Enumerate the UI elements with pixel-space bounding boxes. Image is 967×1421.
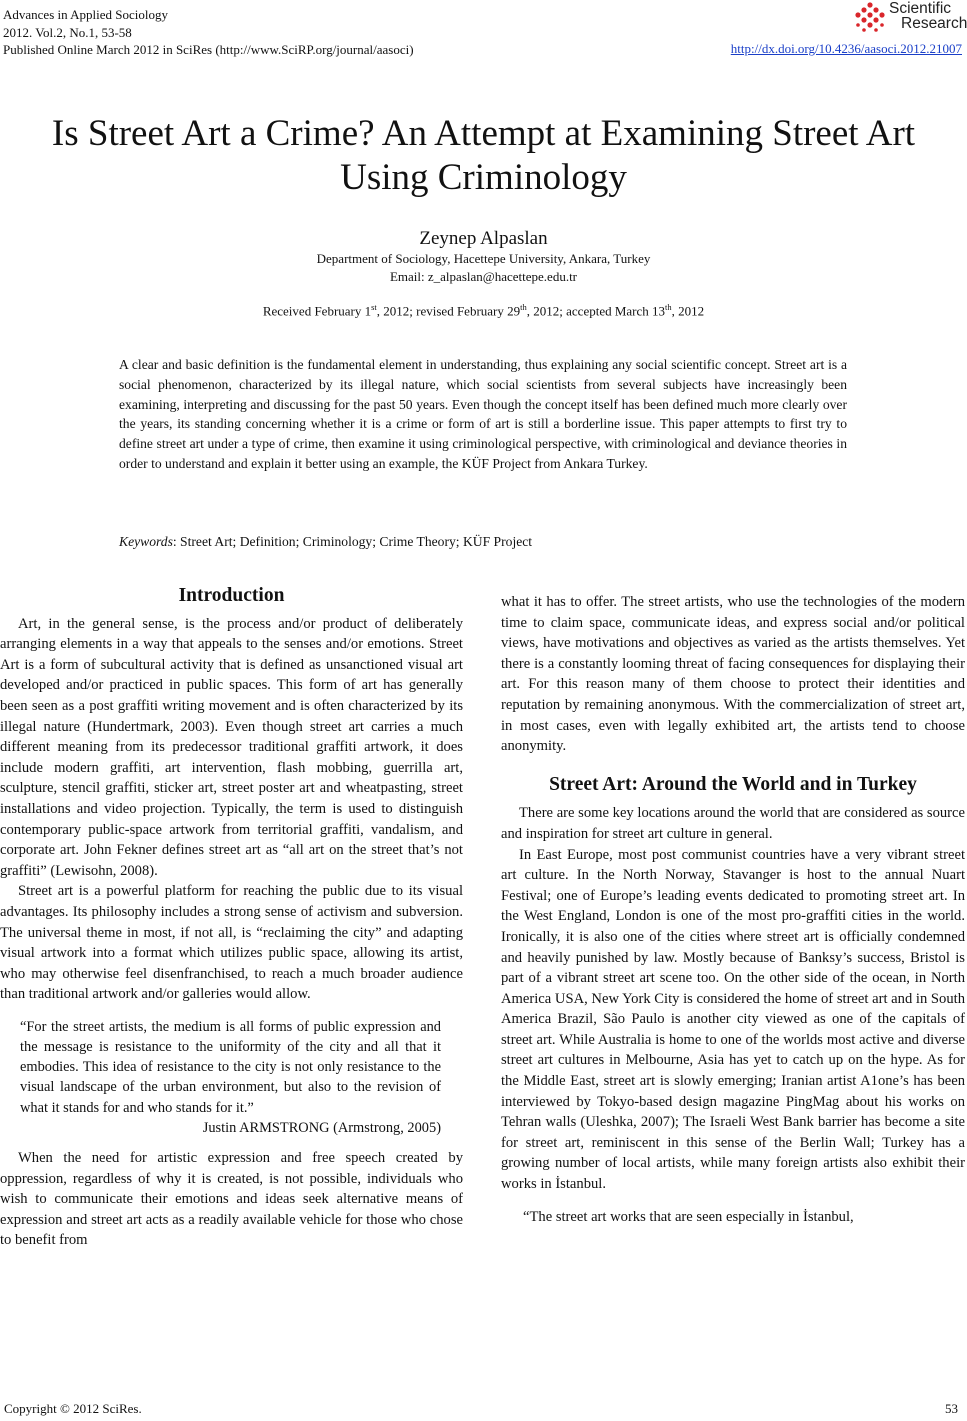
publisher-logo: [853, 0, 967, 36]
introduction-heading: Introduction: [178, 585, 285, 606]
body-paragraph: In East Europe, most post communist countries have a very vibrant street art culture. In the North Norway, Stavanger is host to the annual Nuart Festival; one of Europe’s leading events dedicated to promoting street art. In the West England, London is one of the most pro-graffiti cities in the world. Ironically, it is also one of the cities where street art is officially condemned and heavily punished by law. Mostly because of Banksy’s success, Bristol is part of a vibrant street art scene too. On the other side of the ocean, in North America USA, New York City is considered the home of street art and in South America Brazil, São Paulo is another city viewed as one of the capitals of street art. While Australia is home to one of the worlds most active and diverse street art cultures in Melbourne, Asia has yet to catch up on the hype. As for the Middle East, street art is slowly emerging; Iranian artist A1one’s has been interviewed by Tokyo-based design magazine PingMag about his works on Tehran walls (Uleshka, 2007); The Israeli West Bank barrier has become a site for street art, reminiscent in this sense of the Berlin Wall; Turkey has a growing number of local artists, while many foreign artists also exhibit their works in İstanbul.: [501, 846, 965, 1193]
body-paragraph: what it has to offer. The street artists, who use the technologies of the modern time to claim space, communicate ideas, and express social and/or political views, have motivations and objectives as varied as the artists themselves. Yet there is a constantly looming threat of facing consequences for displaying their art. For this reason many of them choose to protect their identities and reputation by remaining anonymous. With the commercialization of street art, in most cases, even with legally exhibited art, the artists tend to choose anonymity.: [501, 594, 965, 755]
copyright: Copyright © 2012 SciRes.: [4, 1401, 142, 1416]
right-column: [501, 592, 965, 1227]
revised-date: , 2012; revised February 29: [376, 303, 521, 319]
body-paragraph: Street art is a powerful platform for reaching the public due to its visual advantages. Its philosophy includes a strong sense of activism and subversion. The universal theme in most, if not all, is “reclaiming the city” and adapting visual artwork into a format which utilizes public space, allowing its artist, who may otherwise feel disenfranchised, to reach a much broader audience than traditional artwork and/or galleries would allow.: [0, 883, 463, 1003]
article-title: Is Street Art a Crime? An Attempt at Examining Street Art Using Criminology: [51, 113, 916, 198]
body-paragraph: When the need for artistic expression and free speech created by oppression, regardless of why it is created, is not possible, individuals who wish to communicate their emotions and ideas seek alternative means of expression and street art acts as a readily available vehicle for those who chose to benefit from: [0, 1150, 463, 1249]
page-number: 53: [945, 1401, 958, 1416]
doi-link[interactable]: http://dx.doi.org/10.4236/aasoci.2012.21007: [730, 41, 962, 56]
keywords: [119, 534, 847, 550]
quote-text: “For the street artists, the medium is all forms of public expression and the message is resistance to the uniformity of the city and all that it embodies. This idea of resistance to the city is not only resistance to the visual landscape of the urban environment, but also to the revision of what it stands for and who stands for it.”: [20, 1018, 441, 1116]
block-quote: [0, 1017, 463, 1138]
journal-volume: 2012. Vol.2, No.1, 53-58: [3, 24, 132, 40]
quote-start: “The street art works that are seen especially in İstanbul,: [523, 1208, 854, 1225]
abstract: A clear and basic definition is the fundamental element in understanding, thus explaining any social scientific concept. Street art is a social phenomenon, characterized by its illegal nature, which social scientists from several subjects have increasingly been examining, interpreting and discussing for the past 50 years. Even though the concept itself has been defined much more clearly over the years, its standing concerning whether it is a crime or form of art is still a borderline issue. This paper attempts to first try to define street art under a type of crime, then examine it using criminological perspective, with criminological and deviance theories in order to understand and explain it better using an example, the KÜF Project from Ankara Turkey.: [119, 357, 847, 471]
affiliation: Department of Sociology, Hacettepe University, Ankara, Turkey: [316, 251, 651, 266]
received-dates: [0, 302, 967, 319]
logo-line1: Scientific: [889, 0, 952, 17]
body-paragraph: Art, in the general sense, is the process and/or product of deliberately arranging elements in a way that appeals to the senses and/or emotions. Street Art is a form of subcultural activity that is defined as unsanctioned visual art developed and/or practiced in public spaces. This form of art has generally been seen as a post graffiti writing movement and is often characterized by its illegal nature (Hundertmark, 2003). Even though street art carries a much different meaning from its predecessor traditional graffiti artwork, it does include modern graffiti, art intervention, flash mobbing, guerrilla art, sculpture, stencil graffiti, sticker art, street poster art and wheatpasting, street installations and video projection. Typically, the term is used to distinguish contemporary public-space artwork from territorial graffiti, vandalism, and corporate art. John Fekner defines street art as “all art on the street that’s not graffiti” (Lewisohn, 2008).: [0, 615, 463, 879]
keywords-list: : Street Art; Definition; Criminology; Crime Theory; KÜF Project: [172, 534, 533, 549]
keywords-label: Keywords: [119, 534, 173, 549]
journal-published: Published Online March 2012 in SciRes (http://www.SciRP.org/journal/aasoci): [3, 42, 414, 57]
logo-line2: Research: [901, 15, 967, 32]
body-paragraph: There are some key locations around the world that are considered as source and inspiration for street art culture in general.: [501, 805, 965, 842]
ordinal-suffix: th: [665, 302, 672, 312]
accepted-date: , 2012; accepted March 13: [526, 303, 666, 319]
journal-name: Advances in Applied Sociology: [3, 7, 169, 22]
left-column: [0, 586, 463, 1251]
ordinal-suffix: th: [520, 302, 527, 312]
author-affiliation-block: [0, 250, 967, 286]
author-email: Email: z_alpaslan@hacettepe.edu.tr: [389, 269, 578, 284]
author-name: Zeynep Alpaslan: [419, 228, 548, 249]
accepted-year: , 2012: [671, 303, 705, 319]
journal-header: [3, 6, 414, 59]
received-date: Received February 1: [262, 303, 372, 319]
ordinal-suffix: st: [371, 302, 377, 312]
scientific-research-logo-icon: [853, 2, 887, 34]
logo-wordmark: [889, 1, 967, 31]
quote-source: Justin ARMSTRONG (Armstrong, 2005): [202, 1119, 441, 1136]
section-heading: Street Art: Around the World and in Turkey: [549, 773, 917, 795]
